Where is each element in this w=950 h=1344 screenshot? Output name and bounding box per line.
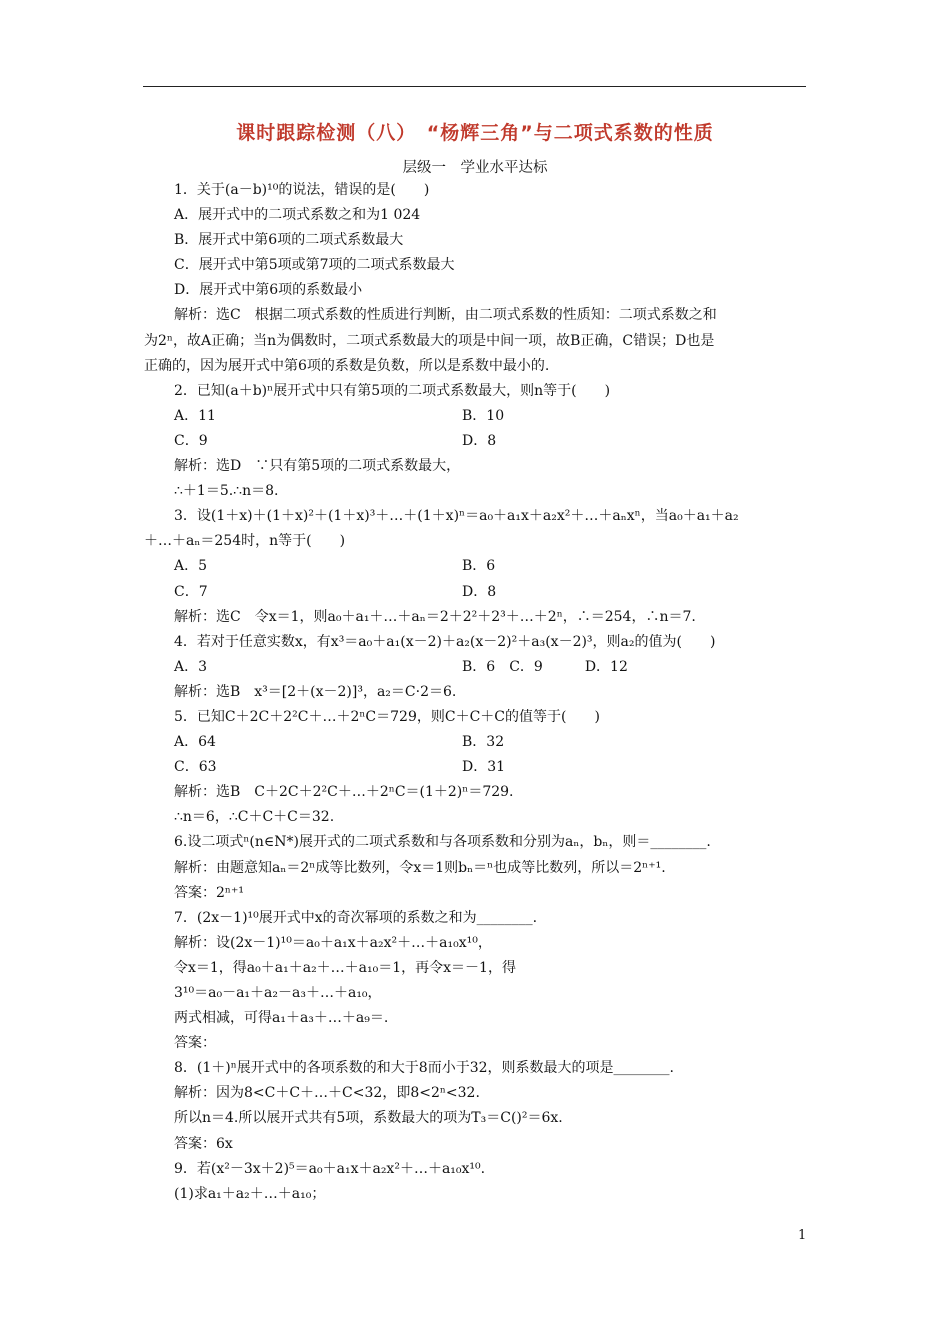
text-line: 所以n＝4.所以展开式共有5项，系数最大的项为T₃＝C()²＝6x. <box>174 1110 563 1127</box>
text-line: 3¹⁰＝a₀－a₁＋a₂－a₃＋…＋a₁₀， <box>174 985 382 1001</box>
text-line: 3．设(1＋x)＋(1＋x)²＋(1＋x)³＋…＋(1＋x)ⁿ＝a₀＋a₁x＋a₂x²＋…＋aₙxⁿ，当a₀＋a₁＋a₂ <box>174 508 739 525</box>
option-row <box>174 730 814 755</box>
text-line: 解析：选C 令x＝1，则a₀＋a₁＋…＋aₙ＝2＋2²＋2³＋…＋2ⁿ，∴＝254，∴n＝7. <box>174 608 696 625</box>
text-line: C．展开式中第5项或第7项的二项式系数最大 <box>174 257 455 274</box>
option-d: D．8 <box>462 432 497 449</box>
option-row <box>174 655 814 680</box>
document-body <box>144 178 814 1207</box>
option-b: B．10 <box>462 407 505 424</box>
text-line: 4．若对于任意实数x，有x³＝a₀＋a₁(x－2)＋a₂(x－2)²＋a₃(x－2)³，则a₂的值为( ) <box>174 633 716 650</box>
option-c: C．63 <box>174 759 217 776</box>
text-line: 为2ⁿ，故A正确；当n为偶数时，二项式系数最大的项是中间一项，故B正确，C错误；D也是 <box>144 332 715 349</box>
option-a: A．3 <box>174 658 208 675</box>
option-b: B．6 <box>462 558 496 575</box>
text-line: 7．(2x－1)¹⁰展开式中x的奇次幂项的系数之和为________. <box>174 909 538 926</box>
option-c: C．9 <box>174 432 208 449</box>
text-line: 令x＝1，得a₀＋a₁＋a₂＋…＋a₁₀＝1，再令x＝－1，得 <box>174 959 516 976</box>
text-line: 正确的，因为展开式中第6项的系数是负数，所以是系数中最小的. <box>144 357 550 374</box>
option-bcd: B．6 C．9 D．12 <box>462 658 628 675</box>
text-line: 答案：2ⁿ⁺¹ <box>174 884 244 901</box>
option-b: B．32 <box>462 734 505 751</box>
text-line: 解析：因为8<C＋C＋…＋C<32，即8<2ⁿ<32. <box>174 1085 480 1102</box>
option-row <box>174 404 814 429</box>
text-line: B．展开式中第6项的二项式系数最大 <box>174 232 404 249</box>
text-line: 5．已知C＋2C＋2²C＋…＋2ⁿC＝729，则C＋C＋C的值等于( ) <box>174 708 600 725</box>
text-line: 答案： <box>174 1035 216 1052</box>
text-line: 6.设二项式ⁿ(n∈N*)展开式的二项式系数和与各项系数和分别为aₙ，bₙ，则＝________. <box>174 834 711 851</box>
text-line: 2．已知(a＋b)ⁿ展开式中只有第5项的二项式系数最大，则n等于( ) <box>174 382 611 399</box>
text-line: 8．(1＋)ⁿ展开式中的各项系数的和大于8而小于32，则系数最大的项是________. <box>174 1060 674 1077</box>
text-line: 解析：选B x³＝[2＋(x－2)]³，a₂＝C·2＝6. <box>174 683 457 700</box>
option-a: A．5 <box>174 558 208 575</box>
option-row <box>174 755 814 780</box>
section-subtitle: 层级一 学业水平达标 <box>402 160 548 176</box>
text-line: 两式相减，可得a₁＋a₃＋…＋a₉＝. <box>174 1010 389 1027</box>
text-line: 解析：选C 根据二项式系数的性质进行判断，由二项式系数的性质知：二项式系数之和 <box>174 307 717 324</box>
text-line: 解析：设(2x－1)¹⁰＝a₀＋a₁x＋a₂x²＋…＋a₁₀x¹⁰， <box>174 934 492 951</box>
text-line: 解析：选D ∵只有第5项的二项式系数最大， <box>174 458 461 475</box>
option-row <box>174 554 814 579</box>
text-line: 1．关于(a－b)¹⁰的说法，错误的是( ) <box>174 182 430 198</box>
option-d: D．31 <box>462 759 506 776</box>
text-line: 解析：由题意知aₙ＝2ⁿ成等比数列，令x＝1则bₙ＝ⁿ也成等比数列，所以＝2ⁿ⁺¹. <box>174 859 666 876</box>
page-number: 1 <box>798 1228 807 1243</box>
text-line: A．展开式中的二项式系数之和为1 024 <box>174 207 421 224</box>
option-row <box>174 429 814 454</box>
option-c: C．7 <box>174 583 208 600</box>
text-line: 答案：6x <box>174 1135 233 1152</box>
text-line: ＋…＋aₙ＝254时，n等于( ) <box>144 533 346 550</box>
text-line: ∴n＝6，∴C＋C＋C＝32. <box>174 809 335 826</box>
option-row <box>174 580 814 605</box>
text-line: ∴＋1＝5.∴n＝8. <box>174 483 279 500</box>
option-a: A．64 <box>174 734 216 751</box>
text-line: (1)求a₁＋a₂＋…＋a₁₀； <box>174 1185 326 1202</box>
text-line: D．展开式中第6项的系数最小 <box>174 282 363 299</box>
header-rule <box>143 86 806 87</box>
option-a: A．11 <box>174 407 216 424</box>
text-line: 解析：选B C＋2C＋2²C＋…＋2ⁿC＝(1＋2)ⁿ＝729. <box>174 784 514 801</box>
page-title: 课时跟踪检测（八） “杨辉三角”与二项式系数的性质 <box>236 122 714 144</box>
text-line: 9．若(x²－3x＋2)⁵＝a₀＋a₁x＋a₂x²＋…＋a₁₀x¹⁰. <box>174 1160 486 1177</box>
option-d: D．8 <box>462 583 497 600</box>
